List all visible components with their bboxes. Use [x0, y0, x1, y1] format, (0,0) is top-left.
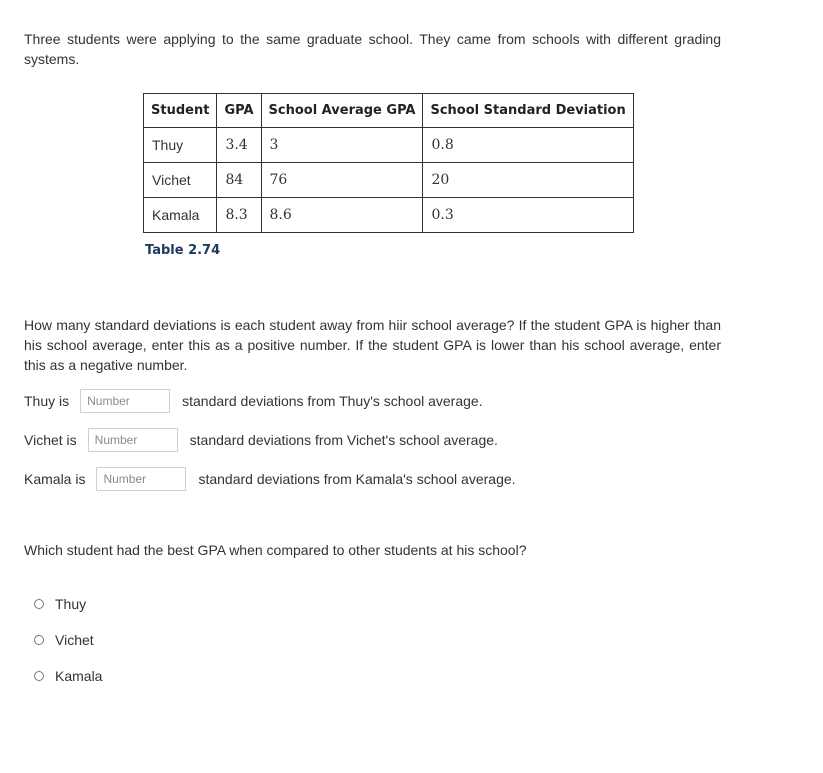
cell-student: Vichet [144, 163, 217, 198]
kamala-number-input[interactable] [96, 467, 186, 491]
table-row [144, 128, 634, 163]
option-label: Vichet [55, 632, 94, 648]
answer-lead: Thuy is [24, 393, 70, 409]
answer-row-vichet [24, 427, 498, 453]
option-kamala[interactable] [34, 666, 102, 686]
header-student: Student [144, 94, 217, 128]
student-choice-group [34, 594, 102, 702]
answer-tail: standard deviations from Thuy's school average. [182, 393, 483, 409]
answer-tail: standard deviations from Kamala's school average. [198, 471, 516, 487]
radio-button[interactable] [34, 635, 44, 645]
answer-lead: Vichet is [24, 432, 77, 448]
option-label: Kamala [55, 668, 103, 684]
cell-std-dev: 20 [423, 163, 633, 198]
cell-school-average: 8.6 [261, 198, 423, 233]
cell-student: Kamala [144, 198, 217, 233]
table-row [144, 198, 634, 233]
cell-student: Thuy [144, 128, 217, 163]
cell-school-average: 3 [261, 128, 423, 163]
option-label: Thuy [55, 596, 87, 612]
answer-lead: Kamala is [24, 471, 86, 487]
cell-gpa: 8.3 [217, 198, 261, 233]
table-caption: Table 2.74 [145, 243, 221, 258]
thuy-number-input[interactable] [80, 389, 170, 413]
question-2-text: Which student had the best GPA when compared to other students at his school? [24, 542, 527, 558]
radio-button[interactable] [34, 671, 44, 681]
gpa-table [143, 93, 634, 233]
header-school-standard-deviation: School Standard Deviation [423, 94, 633, 128]
cell-std-dev: 0.8 [423, 128, 633, 163]
question-text: How many standard deviations is each student away from hiir school average? If the student GPA is higher than his school average, enter this as a positive number. If the student GPA is lower than his school average, enter this as a negative number. [24, 317, 721, 373]
table-header-row [144, 94, 634, 128]
cell-gpa: 3.4 [217, 128, 261, 163]
intro-text: Three students were applying to the same graduate school. They came from schools with different grading systems. [24, 31, 721, 67]
cell-gpa: 84 [217, 163, 261, 198]
answer-row-kamala [24, 466, 516, 492]
cell-std-dev: 0.3 [423, 198, 633, 233]
answer-tail: standard deviations from Vichet's school average. [189, 432, 498, 448]
answer-row-thuy [24, 388, 483, 414]
vichet-number-input[interactable] [88, 428, 178, 452]
option-vichet[interactable] [34, 630, 102, 650]
option-thuy[interactable] [34, 594, 102, 614]
header-gpa: GPA [217, 94, 261, 128]
cell-school-average: 76 [261, 163, 423, 198]
table-row [144, 163, 634, 198]
radio-button[interactable] [34, 599, 44, 609]
header-school-average-gpa: School Average GPA [261, 94, 423, 128]
